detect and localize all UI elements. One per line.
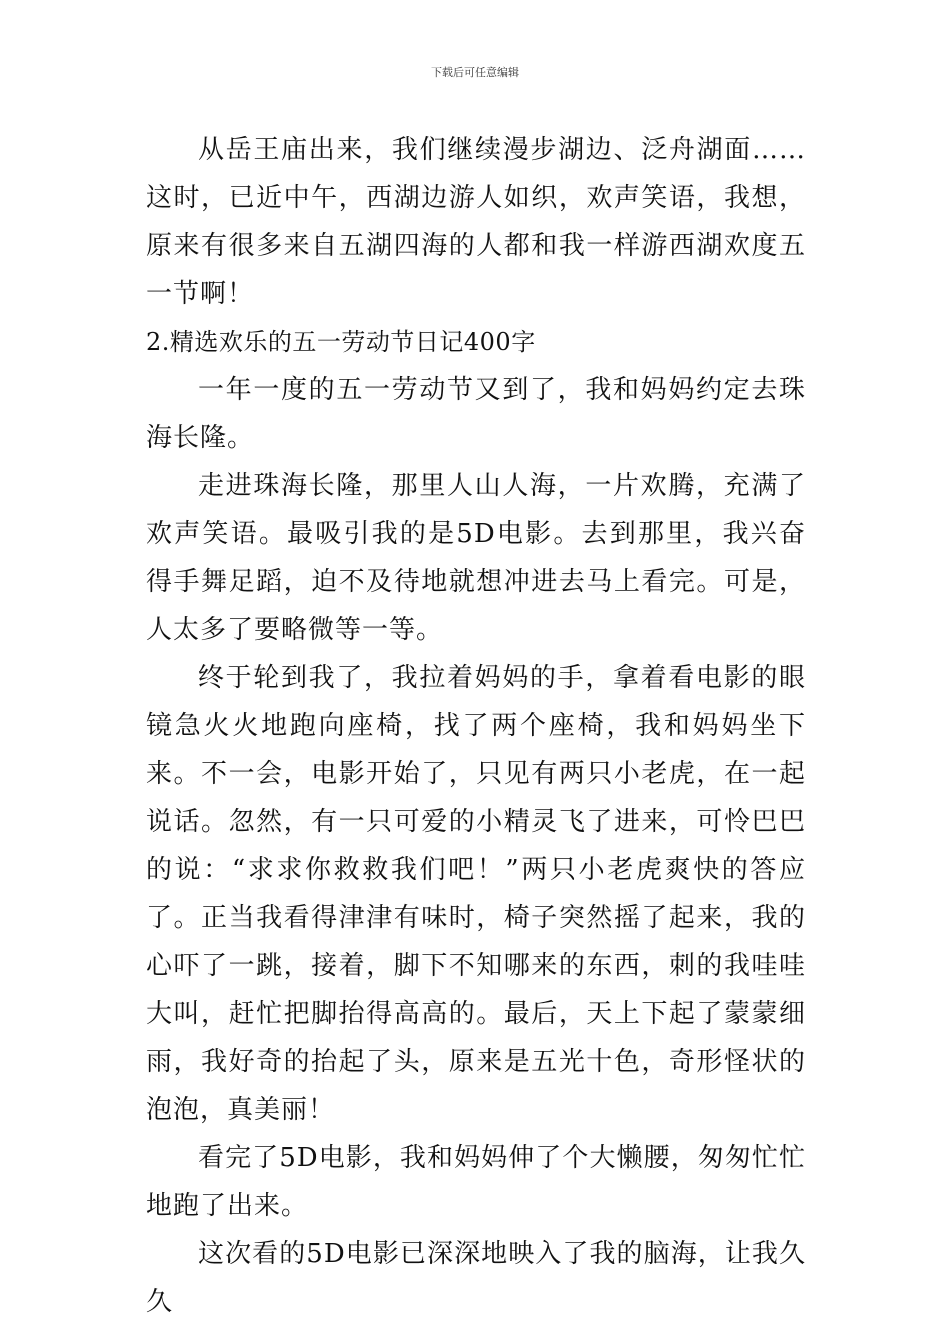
paragraph-yuewang-temple: 从岳王庙出来，我们继续漫步湖边、泛舟湖面……这时，已近中午，西湖边游人如织，欢声笑语，我想，原来有很多来自五湖四海的人都和我一样游西湖欢度五一节啊！ [146, 135, 806, 309]
paragraph-intro: 一年一度的五一劳动节又到了，我和妈妈约定去珠海长隆。 [146, 375, 806, 453]
section-heading: 2.精选欢乐的五一劳动节日记400字 [146, 328, 536, 356]
document-body [146, 126, 806, 1326]
paragraph-entering-park: 走进珠海长隆，那里人山人海，一片欢腾，充满了欢声笑语。最吸引我的是5D电影。去到那里，我兴奋得手舞足蹈，迫不及待地就想冲进去马上看完。可是，人太多了要略微等一等。 [146, 471, 806, 645]
paragraph-closing: 这次看的5D电影已深深地映入了我的脑海，让我久久 [146, 1239, 806, 1317]
paragraph-after-movie: 看完了5D电影，我和妈妈伸了个大懒腰，匆匆忙忙地跑了出来。 [146, 1143, 806, 1221]
page-header: 下载后可任意编辑 [431, 66, 519, 79]
paragraph-watching-movie: 终于轮到我了，我拉着妈妈的手，拿着看电影的眼镜急火火地跑向座椅，找了两个座椅，我和妈妈坐下来。不一会，电影开始了，只见有两只小老虎，在一起说话。忽然，有一只可爱的小精灵飞了进来，可怜巴巴的说：“求求你救救我们吧！”两只小老虎爽快的答应了。正当我看得津津有味时，椅子突然摇了起来，我的心吓了一跳，接着，脚下不知哪来的东西，刺的我哇哇大叫，赶忙把脚抬得高高的。最后，天上下起了蒙蒙细雨，我好奇的抬起了头，原来是五光十色，奇形怪状的泡泡，真美丽！ [146, 663, 806, 1125]
